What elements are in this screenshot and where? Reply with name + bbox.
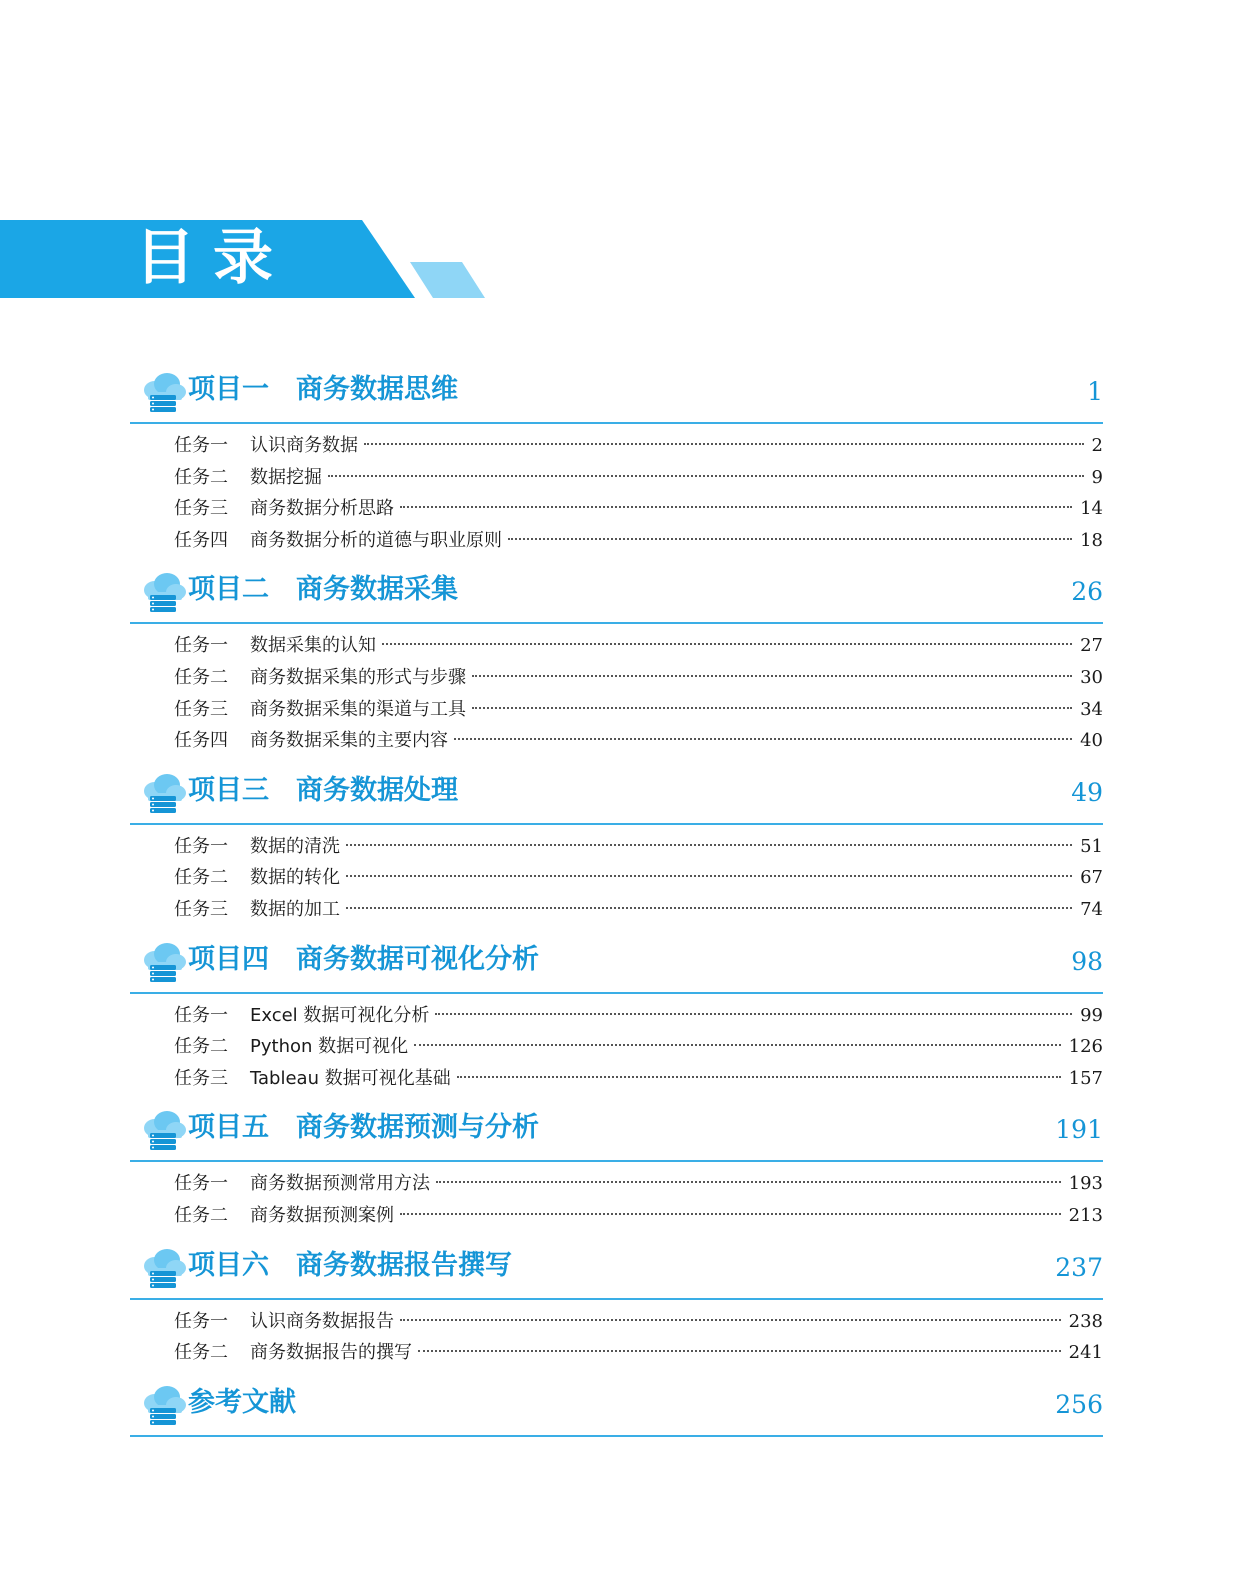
task-title: 商务数据分析思路: [250, 498, 394, 520]
dot-leader: [472, 707, 1072, 709]
dot-leader: [414, 1044, 1061, 1046]
task-page-number: 51: [1080, 835, 1103, 857]
task-page-number: 27: [1080, 635, 1103, 657]
task-entry[interactable]: [130, 1168, 1103, 1200]
toc-section: [130, 360, 1103, 560]
task-list: [130, 1162, 1103, 1235]
dot-leader: [508, 538, 1072, 540]
task-page-number: 126: [1068, 1036, 1103, 1058]
task-page-number: 74: [1080, 898, 1103, 920]
task-number: 任务二: [174, 1204, 228, 1226]
task-number: 任务二: [174, 867, 228, 889]
task-entry[interactable]: [130, 694, 1103, 726]
section-page-number: 1: [1087, 377, 1103, 406]
section-title: 参考文献: [188, 1386, 296, 1418]
task-title: Tableau 数据可视化基础: [250, 1067, 451, 1089]
task-title: 商务数据分析的道德与职业原则: [250, 529, 502, 551]
task-page-number: 241: [1068, 1342, 1103, 1364]
task-entry[interactable]: [130, 1031, 1103, 1063]
toc-section: [130, 1373, 1103, 1437]
section-title: 项目四 商务数据可视化分析: [188, 943, 539, 975]
section-page-number: 49: [1071, 777, 1103, 807]
task-entry[interactable]: [130, 894, 1103, 926]
section-page-number: 98: [1071, 946, 1103, 976]
dot-leader: [400, 1319, 1061, 1321]
toc-section: [130, 1098, 1103, 1235]
task-number: 任务三: [174, 898, 228, 920]
toc-section: [130, 930, 1103, 1099]
task-title: 认识商务数据报告: [250, 1310, 394, 1332]
task-entry[interactable]: [130, 1306, 1103, 1338]
dot-leader: [400, 506, 1072, 508]
task-list: [130, 994, 1103, 1099]
task-list: [130, 624, 1103, 760]
section-page-number: 256: [1055, 1389, 1103, 1419]
task-entry[interactable]: [130, 831, 1103, 863]
task-title: 商务数据采集的主要内容: [250, 730, 448, 752]
task-number: 任务一: [174, 1004, 228, 1026]
task-title: 商务数据采集的形式与步骤: [250, 666, 466, 688]
task-page-number: 14: [1080, 498, 1103, 520]
section-heading[interactable]: [130, 560, 1103, 624]
task-entry[interactable]: [130, 862, 1103, 894]
task-number: 任务四: [174, 529, 228, 551]
dot-leader: [346, 875, 1072, 877]
task-page-number: 193: [1068, 1173, 1103, 1195]
task-title: 认识商务数据: [250, 435, 358, 456]
task-entry[interactable]: [130, 493, 1103, 525]
dot-leader: [436, 1181, 1061, 1183]
task-list: [130, 424, 1103, 560]
task-page-number: 157: [1068, 1067, 1103, 1089]
cloud-server-icon: [138, 771, 188, 815]
cloud-server-icon: [138, 370, 188, 414]
cloud-server-icon: [138, 1108, 188, 1152]
task-page-number: 99: [1080, 1004, 1103, 1026]
cloud-server-icon: [138, 940, 188, 984]
toc-section: [130, 560, 1103, 760]
task-title: 商务数据预测案例: [250, 1204, 394, 1226]
section-heading[interactable]: [130, 1373, 1103, 1437]
section-title: 项目六 商务数据报告撰写: [188, 1249, 512, 1281]
task-number: 任务一: [174, 435, 228, 456]
table-of-contents: [130, 360, 1103, 1437]
task-title: 数据采集的认知: [250, 635, 376, 657]
dot-leader: [346, 907, 1072, 909]
task-entry[interactable]: [130, 1337, 1103, 1369]
task-title: 数据的转化: [250, 867, 340, 889]
task-entry[interactable]: [130, 462, 1103, 494]
section-page-number: 26: [1071, 577, 1103, 607]
task-number: 任务一: [174, 1173, 228, 1195]
section-page-number: 237: [1055, 1252, 1103, 1282]
task-title: 数据挖掘: [250, 466, 322, 488]
task-entry[interactable]: [130, 630, 1103, 662]
task-title: 商务数据预测常用方法: [250, 1173, 430, 1195]
task-number: 任务一: [174, 835, 228, 857]
task-number: 任务一: [174, 635, 228, 657]
task-title: Excel 数据可视化分析: [250, 1004, 430, 1026]
task-number: 任务二: [174, 466, 228, 488]
dot-leader: [328, 475, 1084, 477]
task-title: 数据的加工: [250, 898, 340, 920]
task-page-number: 30: [1080, 666, 1103, 688]
task-title: 商务数据采集的渠道与工具: [250, 698, 466, 720]
cloud-server-icon: [138, 1246, 188, 1290]
task-number: 任务二: [174, 666, 228, 688]
section-title: 项目一 商务数据思维: [188, 374, 458, 405]
dot-leader: [454, 738, 1072, 740]
dot-leader: [346, 844, 1072, 846]
task-page-number: 2: [1091, 435, 1103, 456]
section-title: 项目二 商务数据采集: [188, 574, 458, 606]
task-title: Python 数据可视化: [250, 1036, 409, 1058]
section-heading[interactable]: [130, 761, 1103, 825]
toc-section: [130, 761, 1103, 930]
task-page-number: 34: [1080, 698, 1103, 720]
task-entry[interactable]: [130, 1200, 1103, 1232]
dot-leader: [435, 1013, 1072, 1015]
task-page-number: 238: [1068, 1310, 1103, 1332]
cloud-server-icon: [138, 570, 188, 614]
task-entry[interactable]: [130, 430, 1103, 462]
task-number: 任务三: [174, 498, 228, 520]
section-heading[interactable]: [130, 1236, 1103, 1300]
dot-leader: [457, 1076, 1061, 1078]
section-page-number: 191: [1055, 1115, 1103, 1145]
section-heading[interactable]: [130, 930, 1103, 994]
task-number: 任务二: [174, 1342, 228, 1364]
task-entry[interactable]: [130, 1063, 1103, 1095]
task-page-number: 67: [1080, 867, 1103, 889]
task-number: 任务二: [174, 1036, 228, 1058]
task-number: 任务四: [174, 730, 228, 752]
dot-leader: [382, 643, 1072, 645]
task-page-number: 18: [1080, 529, 1103, 551]
toc-section: [130, 1236, 1103, 1373]
task-entry[interactable]: [130, 725, 1103, 757]
task-page-number: 40: [1080, 730, 1103, 752]
task-entry[interactable]: [130, 525, 1103, 557]
task-page-number: 9: [1091, 466, 1103, 488]
task-number: 任务一: [174, 1310, 228, 1332]
cloud-server-icon: [138, 1383, 188, 1427]
dot-leader: [400, 1213, 1061, 1215]
dot-leader: [364, 443, 1084, 445]
task-entry[interactable]: [130, 1000, 1103, 1032]
page-title: 目录: [135, 223, 291, 293]
task-entry[interactable]: [130, 662, 1103, 694]
dot-leader: [418, 1350, 1061, 1352]
section-title: 项目五 商务数据预测与分析: [188, 1112, 539, 1144]
task-list: [130, 1300, 1103, 1373]
dot-leader: [472, 675, 1072, 677]
title-banner-accent: [410, 262, 485, 298]
task-number: 任务三: [174, 698, 228, 720]
section-heading[interactable]: [130, 360, 1103, 424]
task-number: 任务三: [174, 1067, 228, 1089]
section-title: 项目三 商务数据处理: [188, 774, 458, 806]
task-title: 数据的清洗: [250, 835, 340, 857]
task-title: 商务数据报告的撰写: [250, 1342, 412, 1364]
task-page-number: 213: [1068, 1204, 1103, 1226]
task-list: [130, 825, 1103, 930]
section-heading[interactable]: [130, 1098, 1103, 1162]
